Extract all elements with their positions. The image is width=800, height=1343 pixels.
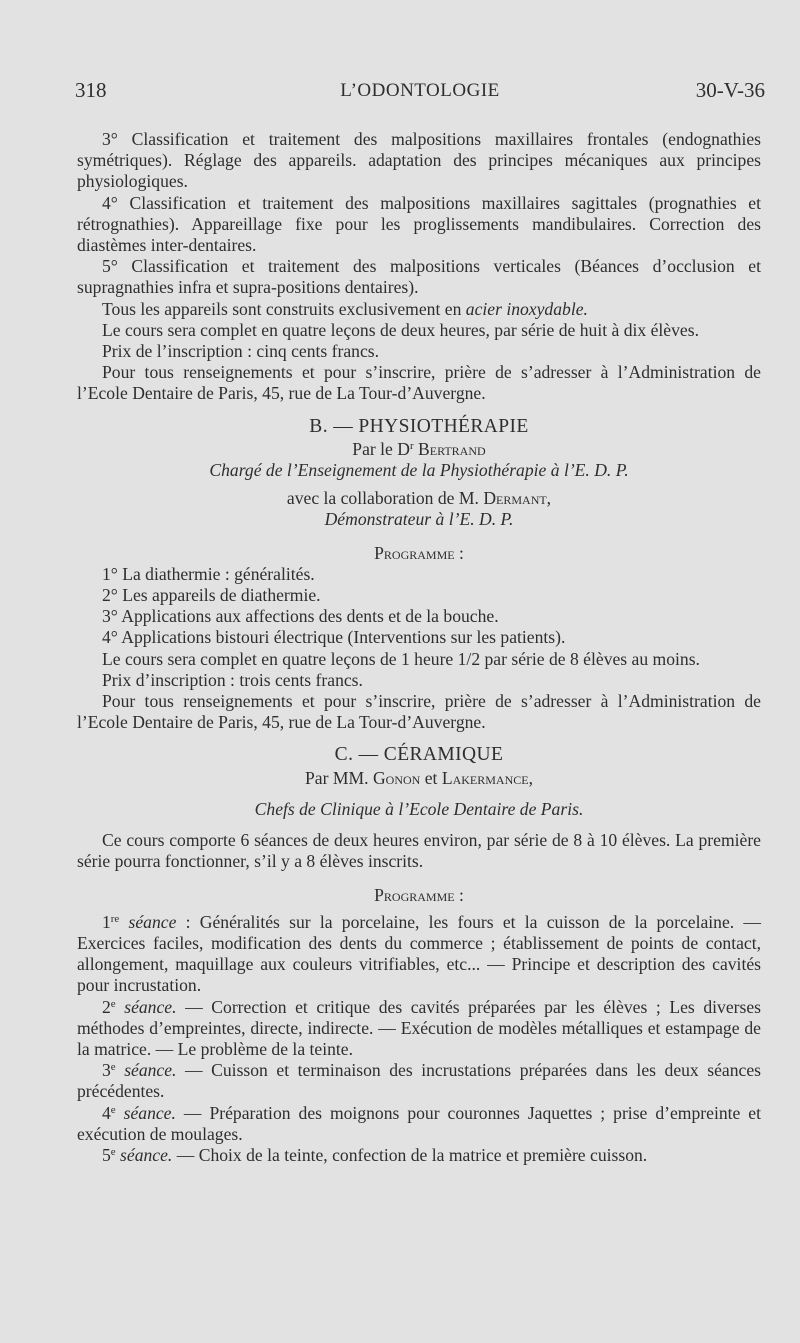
section-b-role: Chargé de l’Enseignement de la Physiothérapie à l’E. D. P.	[209, 460, 629, 481]
c-seance-3-sup: e	[110, 1061, 116, 1074]
running-title: L’ODONTOLOGIE	[340, 80, 500, 101]
section-b-programme: Programme :	[374, 542, 464, 563]
c-seance-4-label: séance.	[123, 1102, 176, 1123]
c-by-prefix: Par MM.	[305, 767, 369, 788]
c-intro: Ce cours comporte 6 séances de deux heures environ, par série de 8 à 10 élèves. La première série pourra fonctionner, s’il y a 8 élèves inscrits.	[77, 830, 761, 872]
c-seance-4	[77, 1103, 761, 1145]
a-item-3: 3° Classification et traitement des malpositions maxillaires frontales (endognathies symétriques). Réglage des appareils. adaptation des principes mécaniques aux principes physiologiques.	[77, 129, 761, 192]
c-seance-5-label: séance.	[120, 1144, 173, 1165]
a-item-4: 4° Classification et traitement des malpositions maxillaires sagittales (prognathies et rétrognathies). Appareillage fixe pour les proglissements mandibulaires. Correction des diastèmes inter-dentaires.	[77, 192, 761, 256]
section-b-collab-role: Démonstrateur à l’E. D. P.	[324, 509, 514, 530]
c-seance-5-text: — Choix de la teinte, confection de la matrice et première cuisson.	[172, 1144, 648, 1165]
c-seance-2-num: 2	[102, 996, 111, 1017]
c-seance-1-text: : Généralités sur la porcelaine, les fours et la cuisson de la porcelaine. — Exercices faciles, modification des dents du commerce ; établissement de points de contact, allongement, maquillage aux couleurs vitrifiables, etc... — Principe et description des cavités pour incrustation.	[77, 911, 761, 996]
section-c-by	[77, 768, 761, 789]
b-item-2: 2° Les appareils de diathermie.	[102, 585, 321, 606]
c-seance-5-num: 5	[102, 1144, 111, 1165]
c-seance-2-label: séance.	[124, 996, 177, 1017]
c-seance-3	[77, 1060, 761, 1102]
b-cours: Le cours sera complet en quatre leçons de 1 heure 1/2 par série de 8 élèves au moins.	[102, 648, 700, 669]
a-appareils	[77, 299, 761, 320]
c-seance-3-text: — Cuisson et terminaison des incrustations préparées dans les deux séances précédentes.	[77, 1060, 761, 1102]
c-seance-3-num: 3	[102, 1060, 111, 1081]
section-c-programme: Programme :	[374, 884, 464, 905]
c-seance-4-text: — Préparation des moignons pour couronnes Jaquettes ; prise d’empreinte et exécution de moulages.	[77, 1102, 761, 1144]
c-seance-5-sup: e	[110, 1145, 116, 1158]
b-item-3: 3° Applications aux affections des dents et de la bouche.	[102, 606, 499, 627]
b-item-4: 4° Applications bistouri électrique (Interventions sur les patients).	[102, 627, 566, 648]
a-cours: Le cours sera complet en quatre leçons de deux heures, par série de huit à dix élèves.	[102, 319, 699, 340]
c-seance-5	[77, 1145, 761, 1166]
a-renseignements: Pour tous renseignements et pour s’inscrire, prière de s’adresser à l’Administration de l’Ecole Dentaire de Paris, 45, rue de La Tour-d’Auvergne.	[77, 362, 761, 404]
c-seance-1-label: séance	[128, 911, 177, 932]
b-collab-prefix: avec la collaboration de M.	[286, 488, 479, 509]
section-c-title: C. — CÉRAMIQUE	[334, 744, 504, 766]
b-renseignements: Pour tous renseignements et pour s’inscrire, prière de s’adresser à l’Administration de l’Ecole Dentaire de Paris, 45, rue de La Tour-d’Auvergne.	[77, 691, 761, 733]
c-seance-1-sup: re	[110, 912, 120, 925]
c-seance-2-sup: e	[110, 997, 116, 1010]
b-by-sup: r	[409, 439, 414, 452]
b-by-prefix: Par le D	[352, 438, 410, 459]
c-seance-3-label: séance.	[124, 1060, 177, 1081]
c-seance-4-num: 4	[102, 1102, 111, 1123]
a-appareils-italic: acier inoxydable.	[465, 298, 588, 319]
b-prix: Prix d’inscription : trois cents francs.	[102, 669, 363, 690]
c-seance-4-sup: e	[110, 1103, 116, 1116]
section-c-role: Chefs de Clinique à l’Ecole Dentaire de Paris.	[254, 798, 584, 819]
section-b-collab	[77, 488, 761, 509]
section-b-title: B. — PHYSIOTHÉRAPIE	[309, 415, 529, 437]
c-seance-1	[77, 912, 761, 997]
issue-date: 30-V-36	[695, 78, 765, 102]
c-by-name2: Lakermance,	[441, 767, 533, 788]
page-header	[75, 78, 765, 108]
c-seance-2	[77, 997, 761, 1061]
c-seance-1-num: 1	[102, 911, 111, 932]
a-item-5: 5° Classification et traitement des malpositions verticales (Béances d’occlusion et supragnathies infra et supra-positions dentaires).	[77, 256, 761, 298]
a-appareils-text: Tous les appareils sont construits exclusivement en	[102, 298, 462, 319]
b-collab-name: Dermant,	[483, 488, 552, 509]
c-by-name1: Gonon	[372, 767, 421, 788]
page-body	[77, 129, 761, 1166]
section-b-by	[77, 439, 761, 460]
page-number: 318	[75, 78, 107, 102]
a-prix: Prix de l’inscription : cinq cents francs.	[102, 341, 380, 362]
b-item-1: 1° La diathermie : généralités.	[102, 563, 315, 584]
c-by-and: et	[424, 767, 438, 788]
c-seance-2-text: — Correction et critique des cavités préparées par les élèves ; Les diverses méthodes d’empreintes, directe, indirecte. — Exécution de modèles métalliques et estampage de la matrice. — Le problème de la teinte.	[77, 996, 761, 1059]
b-by-name: Bertrand	[418, 438, 486, 459]
